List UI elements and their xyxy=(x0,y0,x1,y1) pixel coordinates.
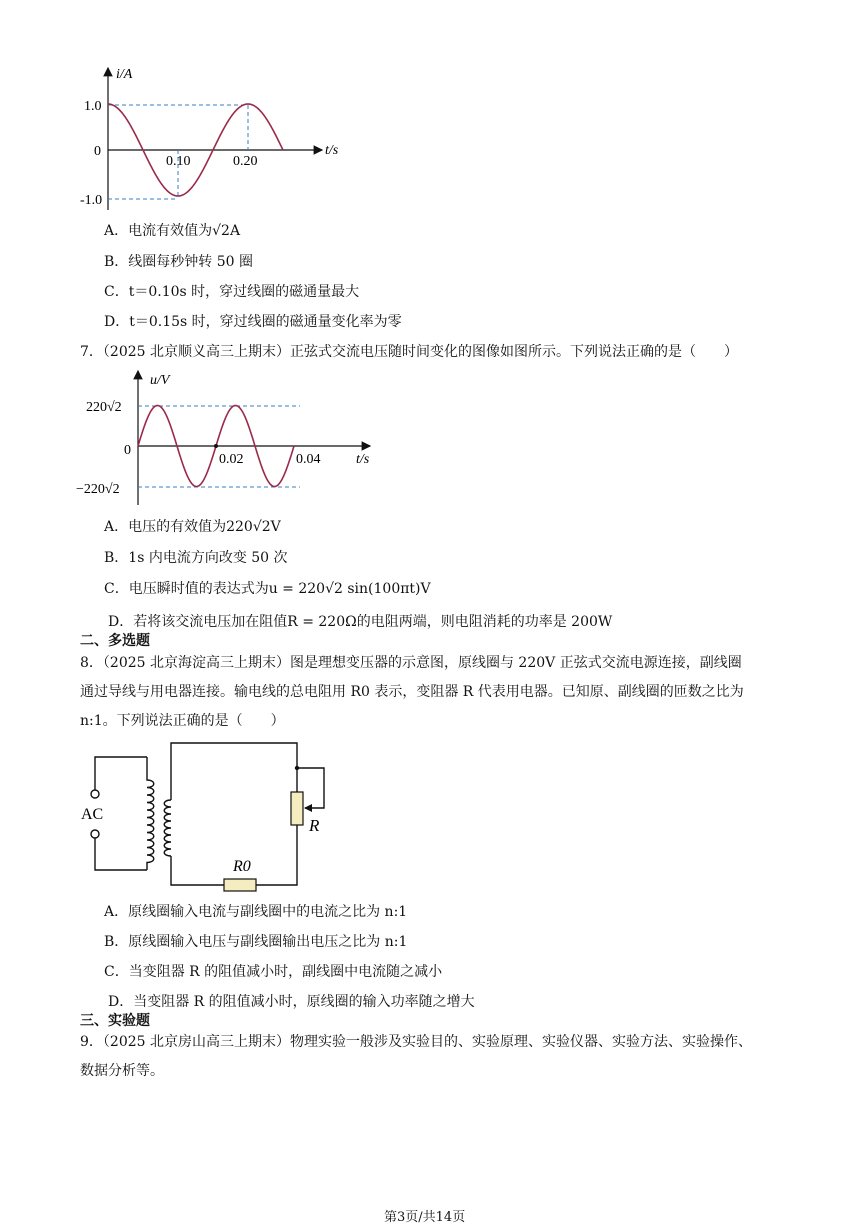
q9-stem-line2: 数据分析等。 xyxy=(80,1063,164,1079)
q6-option-b: B．线圈每秒钟转 50 圈 xyxy=(104,254,254,270)
zero-crossing-dot xyxy=(214,444,218,448)
q7-stem: 7．（2025 北京顺义高三上期末）正弦式交流电压随时间变化的图像如图所示。下列说法正确的是（ ） xyxy=(80,344,738,360)
secondary-coil xyxy=(164,800,171,856)
r0-label: R0 xyxy=(233,858,251,875)
q9-stem-line1: 9．（2025 北京房山高三上期末）物理实验一般涉及实验目的、实验原理、实验仪器、实验方法、实验操作、 xyxy=(80,1034,752,1050)
y-tick-max: 220√2 xyxy=(86,400,122,415)
ac-terminal-bottom xyxy=(91,830,99,838)
junction-dot xyxy=(295,766,299,770)
x-axis-label: t/s xyxy=(356,452,370,467)
q6-option-d: D．t＝0.15s 时，穿过线圈的磁通量变化率为零 xyxy=(104,314,402,330)
y-axis-label: i/A xyxy=(116,67,133,82)
x-tick-020: 0.20 xyxy=(233,154,258,169)
current-time-graph xyxy=(70,60,360,220)
y-tick-max: 1.0 xyxy=(84,99,102,114)
primary-coil xyxy=(147,757,154,870)
secondary-wire-bottom xyxy=(171,856,224,885)
q8-option-d: D．当变阻器 R 的阻值减小时，原线圈的输入功率随之增大 xyxy=(108,994,475,1010)
q8-stem-line2: 通过导线与用电器连接。输电线的总电阻用 R0 表示，变阻器 R 代表用电器。已知原、副线圈的匝数之比为 xyxy=(80,684,744,700)
rheostat-slider-arrow xyxy=(304,804,312,812)
secondary-wire-right xyxy=(256,825,297,885)
q7-option-d: D．若将该交流电压加在阻值R = 220Ω的电阻两端，则电阻消耗的功率是 200W xyxy=(108,614,613,630)
page-footer: 第3页/共14页 xyxy=(384,1210,466,1225)
q8-option-a: A．原线圈输入电流与副线圈中的电流之比为 n:1 xyxy=(104,904,408,920)
primary-wire-bottom xyxy=(95,838,147,870)
q8-option-b: B．原线圈输入电压与副线圈输出电压之比为 n:1 xyxy=(104,934,408,950)
q7-option-a: A．电压的有效值为220√2V xyxy=(104,519,281,535)
y-tick-min: -1.0 xyxy=(80,193,103,208)
x-tick-002: 0.02 xyxy=(219,452,244,467)
y-tick-zero: 0 xyxy=(124,443,131,458)
q7-option-b: B．1s 内电流方向改变 50 次 xyxy=(104,550,288,566)
x-tick-004: 0.04 xyxy=(296,452,321,467)
resistor-r0 xyxy=(224,879,256,891)
r-label: R xyxy=(309,816,320,835)
y-tick-min: −220√2 xyxy=(76,482,120,497)
q7-option-c: C．电压瞬时值的表达式为u = 220√2 sin(100πt)V xyxy=(104,581,431,597)
primary-wire-top xyxy=(95,757,147,790)
transformer-circuit-diagram xyxy=(75,738,355,898)
q8-stem-line3: n:1。下列说法正确的是（ ） xyxy=(80,713,285,729)
q6-option-a: A．电流有效值为√2A xyxy=(104,223,241,239)
section-experiment: 三、实验题 xyxy=(80,1013,150,1029)
q8-stem-line1: 8．（2025 北京海淀高三上期末）图是理想变压器的示意图，原线圈与 220V 正弦式交流电源连接，副线圈 xyxy=(80,655,742,671)
x-tick-010: 0.10 xyxy=(166,154,191,169)
y-tick-zero: 0 xyxy=(94,144,101,159)
ac-terminal-top xyxy=(91,790,99,798)
secondary-wire-top xyxy=(171,743,297,800)
y-axis-label: u/V xyxy=(150,373,170,388)
x-axis-label: t/s xyxy=(325,143,339,158)
section-multiple-choice: 二、多选题 xyxy=(80,633,150,649)
q6-option-c: C．t＝0.10s 时，穿过线圈的磁通量最大 xyxy=(104,284,360,300)
voltage-time-graph xyxy=(72,365,382,510)
rheostat-r xyxy=(291,792,303,825)
ac-label: AC xyxy=(81,806,104,823)
q8-option-c: C．当变阻器 R 的阻值减小时，副线圈中电流随之减小 xyxy=(104,964,443,980)
